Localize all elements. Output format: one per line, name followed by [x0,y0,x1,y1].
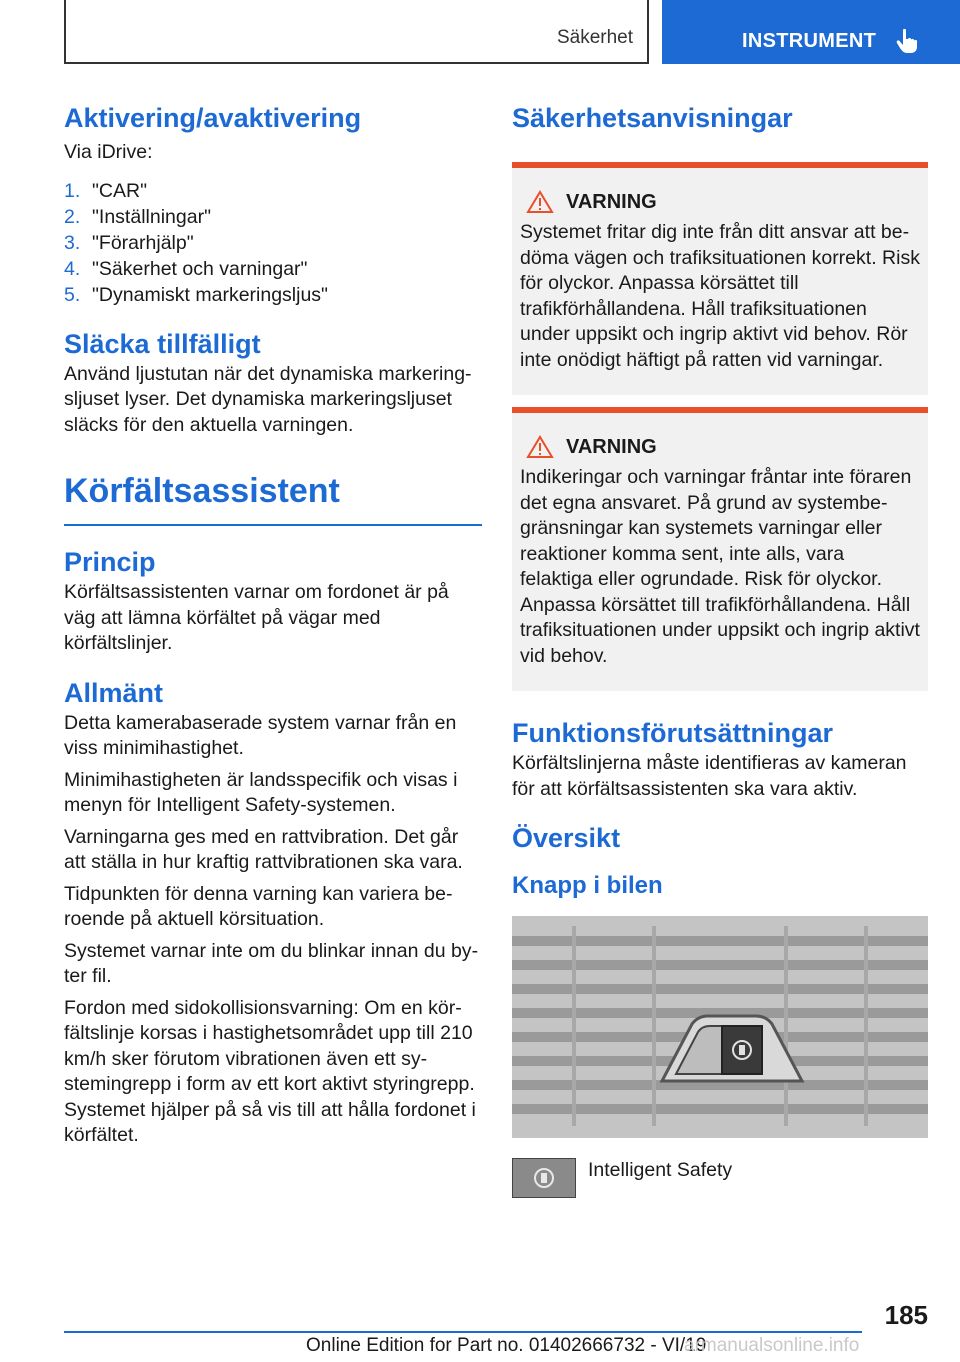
chapter-title: INSTRUMENT [742,30,877,52]
activation-heading: Aktivering/avaktivering [64,103,362,133]
step-text: "CAR" [92,179,148,202]
warning-label: VARNING [566,190,657,213]
general-paragraph: Minimihastigheten är landsspecifik och visas i menyn för Intelligent Safety-systemen. [64,768,458,816]
general-paragraph: Fordon med sidokollisionsvarning: Om en körfältslinje korsas i hastighetsområdet upp till 210 km/h sker förutom vibrationen även ett systemingrepp i form av ett kort aktivt styringrepp. Systemet hjälper på så vis till att hålla fordonet i körfältet. [64,996,476,1146]
warning-box [512,162,928,395]
header-section-box [64,0,649,64]
edition-text: Online Edition for Part no. 01402666732 - VI/19 [306,1335,707,1356]
warning-text: Indikeringar och varningar fråntar inte föraren det egna ansvaret. På grund av systembegränsningar kan systemets varningar eller reaktioner komma sent, inte alls, vara felaktiga eller ogrundade. Risk för olyckor. Anpassa körsättet till trafikförhållandena. Håll trafiksituationen under uppsikt och ingrip aktivt vid behov. [520,466,920,667]
step-number: 4. [64,257,81,280]
overview-heading: Översikt [512,823,621,853]
legend-row [512,1158,928,1198]
warning-title [520,435,920,459]
dashboard-vents-illustration [512,916,928,1138]
page-number: 185 [884,1300,928,1330]
step-text: "Säkerhet och varningar" [92,257,308,280]
general-heading: Allmänt [64,677,164,708]
watermark: armanualsonline.info [684,1335,860,1356]
activation-steps [64,178,482,308]
temp-off-body: Använd ljustutan när det dynamiska markeringsljuset lyser. Det dynamiska markeringsljuset släcks för den aktuella varningen. [64,362,472,436]
footer-divider [64,1331,862,1333]
header-chapter-box [662,0,960,64]
warning-triangle-icon [526,190,554,214]
legend-label: Intelligent Safety [588,1159,733,1181]
general-paragraph: Varningarna ges med en rattvibration. Det går att ställa in hur kraftig rattvibrationen ska vara. [64,825,463,873]
prerequisites-heading: Funktionsförutsättningar [512,718,833,748]
step-number: 3. [64,231,81,254]
general-paragraph: Tidpunkten för denna varning kan variera beroende på aktuell körsituation. [64,882,453,930]
prerequisites-body: Körfältslinjerna måste identifieras av kameran för att körfältsassistenten ska vara aktiv. [512,752,907,800]
step-text: "Förarhjälp" [92,231,194,254]
safety-heading: Säkerhetsanvisningar [512,103,793,133]
step-text: "Dynamiskt markeringsljus" [92,283,328,306]
list-item [64,282,482,308]
step-number: 1. [64,179,81,202]
step-text: "Inställningar" [92,205,211,228]
left-column [64,100,482,1149]
temp-off-heading: Släcka tillfälligt [64,328,261,359]
general-paragraph: Systemet varnar inte om du blinkar innan du byter fil. [64,939,479,987]
lane-assist-heading: Körfältsassistent [64,468,482,526]
warning-box [512,407,928,691]
intelligent-safety-button-icon [512,1158,576,1198]
warning-title [520,190,920,214]
list-item [64,230,482,256]
list-item [64,256,482,282]
car-button-photo [512,916,928,1138]
general-paragraph: Detta kamerabaserade system varnar från en viss minimihastighet. [64,711,457,759]
principle-body: Körfältsassistenten varnar om fordonet är på väg att lämna körfältet på vägar med körfältslinjer. [64,581,449,654]
list-item [64,178,482,204]
warning-triangle-icon [526,435,554,459]
warning-label: VARNING [566,435,657,458]
step-number: 2. [64,205,81,228]
warning-text: Systemet fritar dig inte från ditt ansvar att bedöma vägen och trafiksituationen korrekt. Risk för olyckor. Anpassa körsättet till trafikförhållandena. Håll trafiksituationen under uppsikt och ingrip aktivt vid behov. Rör inte onödigt häftigt på ratten vid varningar. [520,221,920,371]
section-title: Säkerhet [556,27,633,48]
principle-heading: Princip [64,547,156,577]
right-column [512,100,928,1198]
pointing-hand-icon [894,28,920,54]
list-item [64,204,482,230]
overview-subheading: Knapp i bilen [512,872,663,899]
step-number: 5. [64,283,81,306]
activation-intro: Via iDrive: [64,141,153,163]
